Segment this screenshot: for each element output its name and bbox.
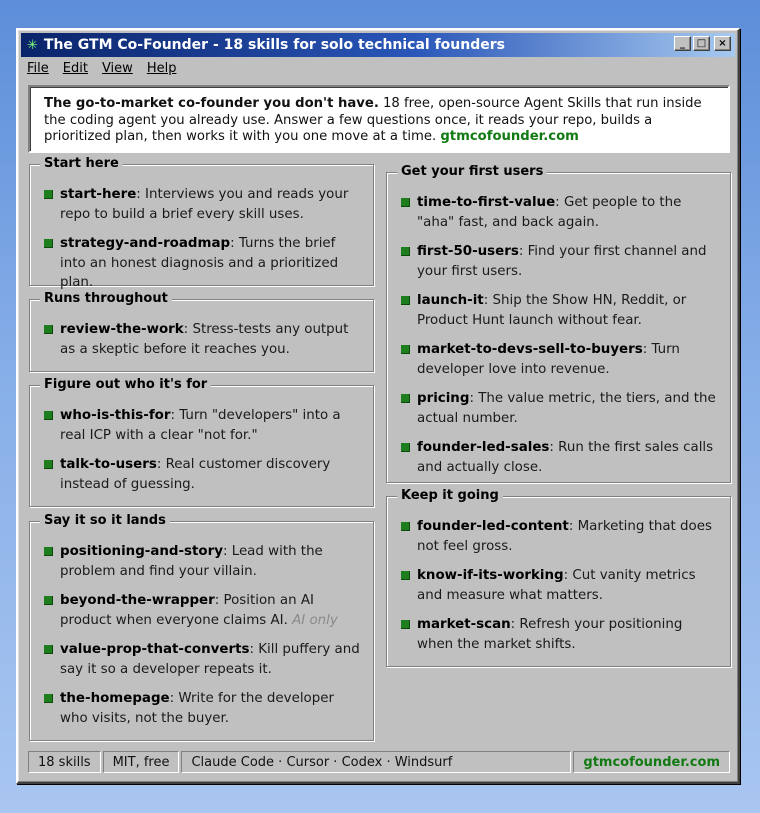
skill-name: launch-it <box>417 293 484 308</box>
group-start-here <box>29 156 374 290</box>
skill-beyond-the-wrapper[interactable] <box>44 591 362 630</box>
close-button[interactable]: × <box>714 36 731 51</box>
bullet-icon <box>401 620 410 629</box>
app-window <box>16 28 740 784</box>
intro-panel <box>28 85 730 153</box>
minimize-button[interactable]: _ <box>674 36 691 51</box>
window-title: The GTM Co-Founder - 18 skills for solo technical founders <box>43 37 505 53</box>
status-agents: Claude Code · Cursor · Codex · Windsurf <box>181 751 571 773</box>
skill-name: first-50-users <box>417 244 519 259</box>
skill-name: founder-led-content <box>417 519 569 534</box>
group-who-for <box>29 377 374 507</box>
group-label: Get your first users <box>397 164 547 180</box>
bullet-icon <box>44 325 53 334</box>
skill-first-50-users[interactable] <box>401 242 719 281</box>
skill-name: the-homepage <box>60 691 170 706</box>
bullet-icon <box>401 443 410 452</box>
skill-review-the-work[interactable] <box>44 320 362 359</box>
group-label: Say it so it lands <box>40 513 170 529</box>
skill-pricing[interactable] <box>401 389 719 428</box>
group-runs-throughout <box>29 291 374 372</box>
skill-name: time-to-first-value <box>417 195 556 210</box>
skill-start-here[interactable] <box>44 185 362 224</box>
skill-positioning-and-story[interactable] <box>44 542 362 581</box>
skill-know-if-its-working[interactable] <box>401 566 719 605</box>
menu-bar <box>27 59 190 79</box>
bullet-icon <box>44 596 53 605</box>
skill-desc: : Write for the developer who visits, not the buyer. <box>60 691 334 726</box>
bullet-icon <box>401 571 410 580</box>
group-keep-going <box>386 488 731 667</box>
skill-name: beyond-the-wrapper <box>60 593 215 608</box>
menu-edit[interactable]: Edit <box>62 61 88 76</box>
skill-name: positioning-and-story <box>60 544 223 559</box>
skill-desc: : Real customer discovery instead of guessing. <box>60 457 331 492</box>
ai-only-note: AI only <box>292 612 338 628</box>
skill-strategy-and-roadmap[interactable] <box>44 234 362 293</box>
skill-desc: : Interviews you and reads your repo to build a brief every skill uses. <box>60 187 349 222</box>
bullet-icon <box>401 296 410 305</box>
skill-name: review-the-work <box>60 322 184 337</box>
group-first-users <box>386 164 731 483</box>
skill-desc: : Stress-tests any output as a skeptic before it reaches you. <box>60 322 349 357</box>
skill-time-to-first-value[interactable] <box>401 193 719 232</box>
intro-headline: The go-to-market co-founder you don't have. <box>44 96 379 111</box>
bullet-icon <box>44 239 53 248</box>
skill-name: talk-to-users <box>60 457 157 472</box>
skill-desc: : Turn developer love into revenue. <box>417 342 680 377</box>
skill-founder-led-content[interactable] <box>401 517 719 556</box>
skill-name: who-is-this-for <box>60 408 171 423</box>
bullet-icon <box>401 247 410 256</box>
skill-desc: : The value metric, the tiers, and the actual number. <box>417 391 716 426</box>
skill-name: founder-led-sales <box>417 440 550 455</box>
status-skill-count: 18 skills <box>28 751 101 773</box>
skill-founder-led-sales[interactable] <box>401 438 719 477</box>
skill-desc: : Ship the Show HN, Reddit, or Product Hunt launch without fear. <box>417 293 687 328</box>
intro-link[interactable]: gtmcofounder.com <box>440 129 579 144</box>
status-link[interactable]: gtmcofounder.com <box>573 751 730 773</box>
skill-name: market-scan <box>417 617 511 632</box>
skill-desc: : Cut vanity metrics and measure what matters. <box>417 568 696 603</box>
skill-launch-it[interactable] <box>401 291 719 330</box>
bullet-icon <box>44 694 53 703</box>
group-label: Start here <box>40 156 123 172</box>
skill-desc: : Kill puffery and say it so a developer repeats it. <box>60 642 360 677</box>
skill-name: know-if-its-working <box>417 568 564 583</box>
bullet-icon <box>401 198 410 207</box>
skill-value-prop-that-converts[interactable] <box>44 640 362 679</box>
status-bar <box>28 751 730 775</box>
skill-desc: : Find your first channel and your first users. <box>417 244 707 279</box>
bullet-icon <box>44 547 53 556</box>
title-bar[interactable] <box>21 33 735 57</box>
bullet-icon <box>44 190 53 199</box>
maximize-button[interactable]: □ <box>693 36 710 51</box>
menu-view[interactable]: View <box>101 61 133 76</box>
group-label: Figure out who it's for <box>40 377 211 393</box>
skill-desc: : Turn "developers" into a real ICP with a clear "not for." <box>60 408 341 443</box>
bullet-icon <box>401 345 410 354</box>
group-label: Keep it going <box>397 488 503 504</box>
skill-name: pricing <box>417 391 470 406</box>
bullet-icon <box>401 394 410 403</box>
skill-desc: : Lead with the problem and find your villain. <box>60 544 323 579</box>
skill-desc: : Position an AI product when everyone claims AI. <box>60 593 314 628</box>
skill-name: start-here <box>60 187 137 202</box>
skill-market-scan[interactable] <box>401 615 719 654</box>
menu-file[interactable]: File <box>27 61 49 76</box>
skill-desc: : Run the first sales calls and actually close. <box>417 440 714 475</box>
skill-name: strategy-and-roadmap <box>60 236 231 251</box>
skill-desc: : Marketing that does not feel gross. <box>417 519 712 554</box>
skill-name: market-to-devs-sell-to-buyers <box>417 342 643 357</box>
skill-talk-to-users[interactable] <box>44 455 362 494</box>
bullet-icon <box>44 411 53 420</box>
status-license: MIT, free <box>103 751 180 773</box>
skill-desc: : Refresh your positioning when the market shifts. <box>417 617 683 652</box>
bullet-icon <box>401 522 410 531</box>
skill-name: value-prop-that-converts <box>60 642 250 657</box>
menu-help[interactable]: Help <box>146 61 177 76</box>
bullet-icon <box>44 460 53 469</box>
skill-desc: : Get people to the "aha" fast, and back again. <box>417 195 682 230</box>
sparkle-icon: ✳ <box>27 37 38 53</box>
group-label: Runs throughout <box>40 291 172 307</box>
skill-the-homepage[interactable] <box>44 689 362 728</box>
window-controls <box>674 36 731 51</box>
skill-who-is-this-for[interactable] <box>44 406 362 445</box>
group-say-it <box>29 513 374 741</box>
skill-desc: : Turns the brief into an honest diagnosis and a prioritized plan. <box>60 236 339 290</box>
intro-body: 18 free, open-source Agent Skills that run inside the coding agent you already use. Answer a few questions once, it reads your repo, builds a prioritized plan, then works it with you one move at a time. <box>44 96 702 144</box>
bullet-icon <box>44 645 53 654</box>
skill-market-to-devs-sell-to-buyers[interactable] <box>401 340 719 379</box>
